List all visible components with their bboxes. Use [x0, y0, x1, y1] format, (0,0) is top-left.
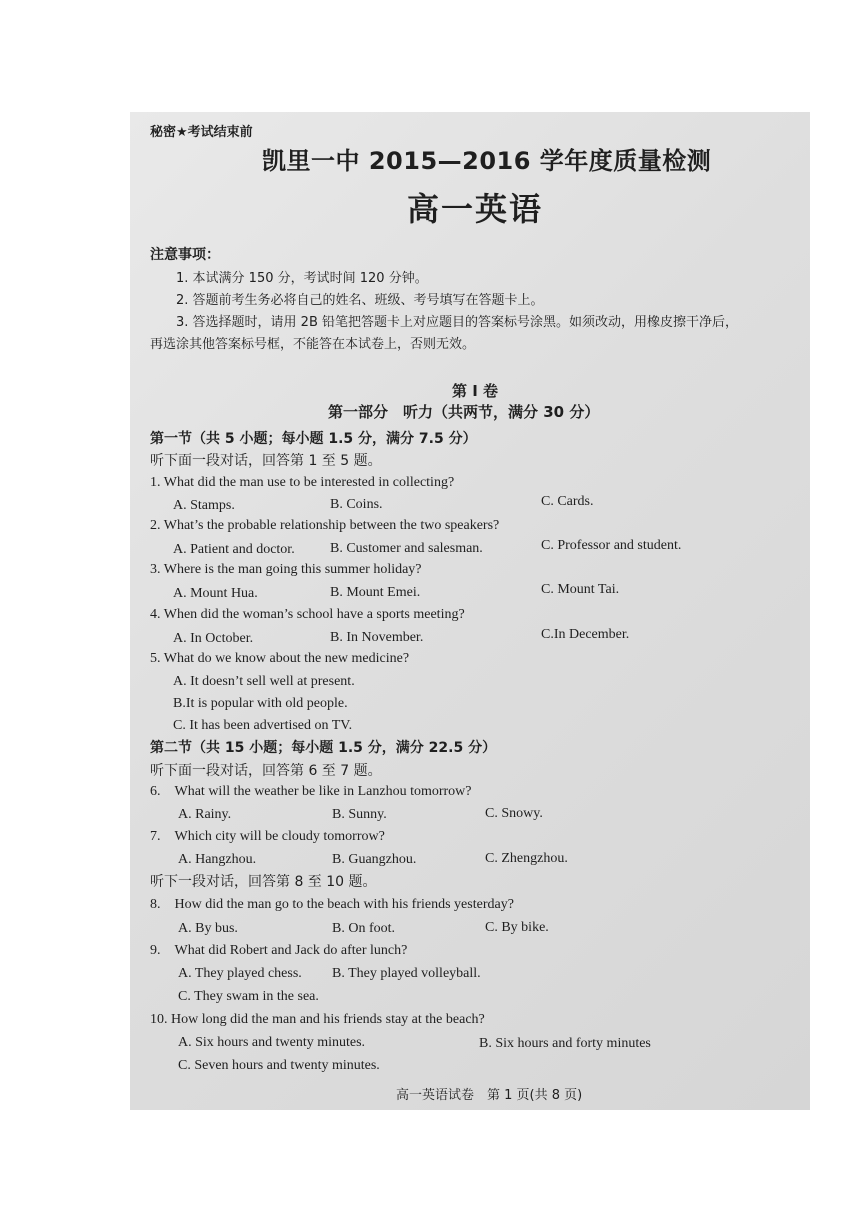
q6-option-b: B. Sunny.: [332, 807, 387, 822]
q10-option-b: B. Six hours and forty minutes: [479, 1036, 651, 1051]
question-3: 3. Where is the man going this summer holiday?: [150, 562, 422, 577]
question-7: 7. Which city will be cloudy tomorrow?: [150, 829, 385, 844]
q8-option-a: A. By bus.: [178, 921, 238, 936]
question-8: 8. How did the man go to the beach with his friends yesterday?: [150, 897, 514, 912]
q1-option-b: B. Coins.: [330, 497, 383, 512]
note-2: 2. 答题前考生务必将自己的姓名、班级、考号填写在答题卡上。: [176, 293, 544, 308]
q10-option-a: A. Six hours and twenty minutes.: [178, 1035, 366, 1050]
note-3-continued: 再选涂其他答案标号框，不能答在本试卷上，否则无效。: [150, 337, 476, 352]
question-4: 4. When did the woman’s school have a sports meeting?: [150, 607, 465, 622]
q6-option-c: C. Snowy.: [485, 806, 543, 821]
question-5: 5. What do we know about the new medicine?: [150, 651, 410, 666]
note-1: 1. 本试满分 150 分，考试时间 120 分钟。: [176, 271, 428, 286]
q5-option-c: C. It has been advertised on TV.: [173, 718, 353, 733]
q8-option-c: C. By bike.: [485, 920, 549, 935]
q5-option-b: B.It is popular with old people.: [173, 696, 348, 711]
subject-title: 高一英语: [407, 190, 544, 228]
q3-option-a: A. Mount Hua.: [173, 586, 258, 601]
q3-option-b: B. Mount Emei.: [330, 585, 421, 600]
q7-option-c: C. Zhengzhou.: [485, 851, 568, 866]
q9-option-a: A. They played chess.: [178, 966, 302, 981]
question-6: 6. What will the weather be like in Lanzhou tomorrow?: [150, 784, 472, 799]
q7-option-b: B. Guangzhou.: [332, 852, 417, 867]
volume-heading: 第 I 卷: [452, 382, 499, 400]
question-10: 10. How long did the man and his friends stay at the beach?: [150, 1012, 485, 1027]
q4-option-b: B. In November.: [330, 630, 424, 645]
question-1: 1. What did the man use to be interested in collecting?: [150, 475, 455, 490]
question-2: 2. What’s the probable relationship between the two speakers?: [150, 518, 500, 533]
section-2-instruction-b: 听下一段对话，回答第 8 至 10 题。: [150, 874, 377, 890]
section-2-heading: 第二节（共 15 小题；每小题 1.5 分，满分 22.5 分）: [150, 740, 497, 756]
q7-option-a: A. Hangzhou.: [178, 852, 257, 867]
q3-option-c: C. Mount Tai.: [541, 582, 620, 597]
q6-option-a: A. Rainy.: [178, 807, 232, 822]
q8-option-b: B. On foot.: [332, 921, 395, 936]
part-heading: 第一部分 听力（共两节，满分 30 分）: [328, 403, 600, 421]
notes-heading: 注意事项：: [150, 247, 220, 263]
q4-option-c: C.In December.: [541, 627, 630, 642]
exam-page: [130, 112, 810, 1110]
q10-option-c: C. Seven hours and twenty minutes.: [178, 1058, 380, 1073]
q2-option-c: C. Professor and student.: [541, 538, 682, 553]
q2-option-a: A. Patient and doctor.: [173, 542, 295, 557]
q1-option-c: C. Cards.: [541, 494, 594, 509]
section-2-instruction-a: 听下面一段对话，回答第 6 至 7 题。: [150, 763, 382, 779]
note-3: 3. 答选择题时，请用 2B 铅笔把答题卡上对应题目的答案标号涂黑。如须改动，用橡皮擦干净后，: [176, 315, 738, 330]
page-footer: 高一英语试卷 第 1 页(共 8 页): [396, 1088, 583, 1103]
q4-option-a: A. In October.: [173, 631, 254, 646]
question-9: 9. What did Robert and Jack do after lunch?: [150, 943, 408, 958]
confidential-label: 秘密★考试结束前: [150, 125, 253, 140]
q1-option-a: A. Stamps.: [173, 498, 235, 513]
q9-option-b: B. They played volleyball.: [332, 966, 481, 981]
q2-option-b: B. Customer and salesman.: [330, 541, 483, 556]
section-1-instruction: 听下面一段对话，回答第 1 至 5 题。: [150, 453, 382, 469]
q5-option-a: A. It doesn’t sell well at present.: [173, 674, 355, 689]
section-1-heading: 第一节（共 5 小题；每小题 1.5 分，满分 7.5 分）: [150, 431, 477, 447]
school-title: 凯里一中 2015—2016 学年度质量检测: [262, 147, 712, 175]
q9-option-c: C. They swam in the sea.: [178, 989, 319, 1004]
